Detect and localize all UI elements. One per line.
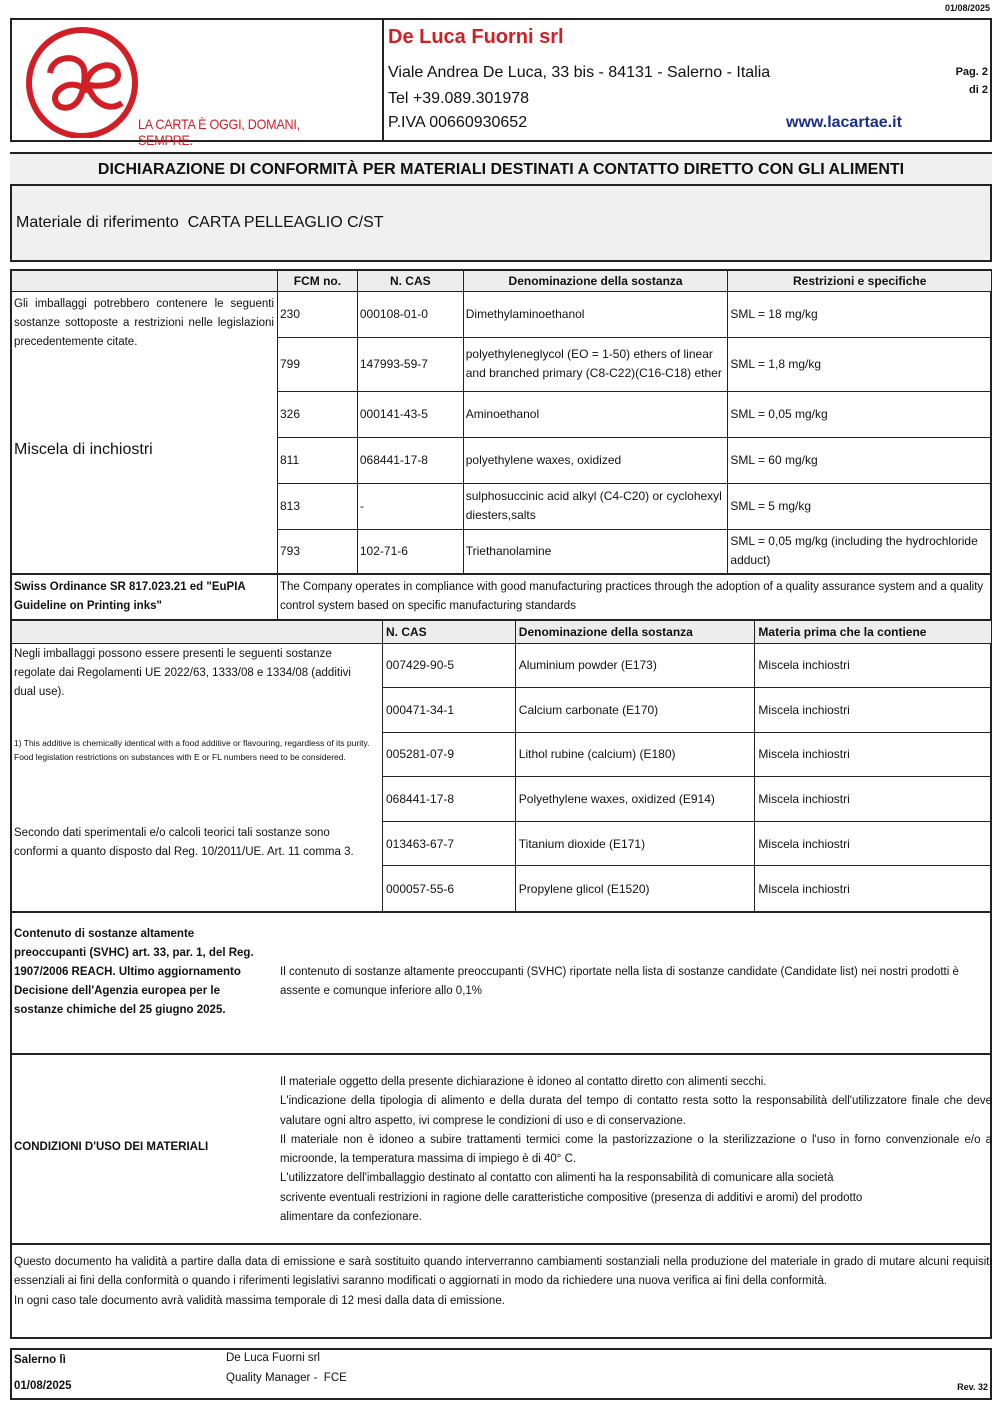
table-row [383, 643, 992, 688]
cell-cas: 000057-55-6 [383, 866, 516, 911]
cell-substance: Polyethylene waxes, oxidized (E914) [515, 777, 755, 822]
cell-raw-material: Miscela inchiostri [755, 732, 992, 777]
signature-company: De Luca Fuorni srl [226, 1352, 320, 1364]
col-fcm: FCM no. [278, 271, 358, 291]
material-reference [10, 186, 992, 262]
table-header [383, 621, 992, 643]
section1-intro: Gli imballaggi potrebbero contenere le seguenti sostanze sottoposte a restrizioni nelle legislazioni precedentemente citate. [14, 298, 274, 348]
cell-cas: - [357, 483, 463, 529]
col-cas: N. CAS [357, 271, 463, 291]
cell-restriction: SML = 0,05 mg/kg [728, 391, 992, 437]
cell-substance: Calcium carbonate (E170) [515, 688, 755, 733]
cell-substance: Dimethylaminoethanol [463, 291, 728, 337]
signature-role: Quality Manager - FCE [226, 1372, 347, 1384]
document-header [10, 3, 992, 148]
cell-raw-material: Miscela inchiostri [755, 821, 992, 866]
validity-section [10, 1245, 992, 1339]
table-row [278, 483, 992, 529]
conditions-text [280, 1073, 992, 1227]
logo-cell [12, 20, 384, 148]
conditions-label: CONDIZIONI D'USO DEI MATERIALI [14, 1141, 209, 1153]
table-row [383, 688, 992, 733]
cell-substance: Aminoethanol [463, 391, 728, 437]
cell-cas: 102-71-6 [357, 529, 463, 573]
cell-fcm: 811 [278, 437, 358, 483]
restricted-substances-section [10, 269, 992, 575]
logo-tagline: LA CARTA È OGGI, DOMANI, SEMPRE. [138, 116, 300, 148]
table-row [278, 337, 992, 391]
table-row [383, 866, 992, 911]
validity-text [14, 1253, 992, 1311]
revision: Rev. 32 [957, 1382, 988, 1392]
col-cas: N. CAS [383, 621, 516, 643]
company-vat: P.IVA 00660930652 [388, 114, 528, 131]
cell-cas: 068441-17-8 [357, 437, 463, 483]
table-row [278, 391, 992, 437]
col-substance: Denominazione della sostanza [463, 271, 728, 291]
validity-p2: In ogni caso tale documento avrà validità massima temporale di 12 mesi dalla data di emissione. [14, 1294, 505, 1307]
swiss-label: Swiss Ordinance SR 817.023.21 ed "EuPIA Guideline on Printing inks" [14, 581, 246, 612]
conditions-p4: L'utilizzatore dell'imballaggio destinato al contatto con alimenti ha la responsabilità di comunicare alla società scrivente eventuali restrizioni in ragione delle caratteristiche compositive (presenza di additivi e aromi) del prodotto alimentare da confezionare. [280, 1172, 863, 1224]
cell-fcm: 799 [278, 337, 358, 391]
company-info [386, 3, 992, 140]
table-row [383, 777, 992, 822]
col-raw-material: Materia prima che la contiene [755, 621, 992, 643]
cell-raw-material: Miscela inchiostri [755, 866, 992, 911]
table-row [278, 291, 992, 337]
section1-left [12, 271, 277, 573]
swiss-ordinance-row [10, 575, 992, 621]
table-row [278, 437, 992, 483]
conditions-p3: Il materiale non è idoneo a subire trattamenti termici come la pastorizzazione o la sterilizzazione o l'uso in forno convenzionale e/o a microonde, la temperatura massima di impiego è di 40° C. [280, 1133, 992, 1166]
dual-use-additives-section [10, 621, 992, 913]
cell-cas: 147993-59-7 [357, 337, 463, 391]
cell-cas: 000108-01-0 [357, 291, 463, 337]
cell-cas: 000141-43-5 [357, 391, 463, 437]
cell-cas: 068441-17-8 [383, 777, 516, 822]
signature-date: 01/08/2025 [14, 1380, 72, 1392]
cell-cas: 000471-34-1 [383, 688, 516, 733]
section2-intro: Negli imballaggi possono essere presenti le seguenti sostanze regolate dai Regolamenti UE 2022/63, 1333/08 e 1334/08 (additivi dual use). [14, 648, 351, 698]
cell-restriction: SML = 1,8 mg/kg [728, 337, 992, 391]
document-title: DICHIARAZIONE DI CONFORMITÀ PER MATERIALI DESTINATI A CONTATTO DIRETTO CON GLI ALIMENTI [10, 152, 992, 186]
conditions-p1: Il materiale oggetto della presente dichiarazione è idoneo al contatto diretto con alimenti secchi. [280, 1076, 767, 1088]
col-restrictions: Restrizioni e specifiche [728, 271, 992, 291]
table-row [278, 529, 992, 573]
validity-p1: Questo documento ha validità a partire dalla data di emissione e sarà sostituito quando interverranno cambiamenti sostanziali nella produzione del materiale in grado di mutare alcuni requisiti essenziali ai fini della conformità o quando i riferimenti legislativi saranno modificati o aggiornati in modo da richiedere una nuova verifica ai fini della conformità. [14, 1256, 992, 1288]
dual-use-additives-table [382, 621, 992, 911]
cell-substance: polyethyleneglycol (EO = 1-50) ethers of linear and branched primary (C8-C22)(C16-C18) ether [463, 337, 728, 391]
svhc-section [10, 913, 992, 1055]
company-name: De Luca Fuorni srl [388, 26, 564, 48]
page-number: Pag. 2 [955, 66, 988, 78]
cell-substance: Triethanolamine [463, 529, 728, 573]
cell-substance: Titanium dioxide (E171) [515, 821, 755, 866]
cell-substance: Aluminium powder (E173) [515, 643, 755, 688]
cell-cas: 005281-07-9 [383, 732, 516, 777]
website-link[interactable]: www.lacartae.it [786, 114, 902, 131]
cell-raw-material: Miscela inchiostri [755, 643, 992, 688]
conditions-p2: L'indicazione della tipologia di alimento e della durata del tempo di contatto resta sotto la responsabilità dell'utilizzatore finale che deve valutare ogni altro aspetto, ivi comprese le condizioni di uso e di conservazione. [280, 1095, 992, 1127]
cell-restriction: SML = 0,05 mg/kg (including the hydrochloride adduct) [728, 529, 992, 573]
restricted-substances-table [277, 271, 992, 573]
section1-label: Miscela di inchiostri [14, 441, 153, 458]
cell-fcm: 813 [278, 483, 358, 529]
company-tel: Tel +39.089.301978 [388, 90, 530, 107]
header-date: 01/08/2025 [944, 3, 990, 13]
material-reference-text: Materiale di riferimento CARTA PELLEAGLIO C/ST [16, 214, 384, 231]
cell-substance: polyethylene waxes, oxidized [463, 437, 728, 483]
svhc-label: Contenuto di sostanze altamente preoccupanti (SVHC) art. 33, par. 1, del Reg. 1907/2006 REACH. Ultimo aggiornamento Decisione dell'Agenzia europea per le sostanze chimiche del 25 giugno 2025. [14, 928, 254, 1016]
signature-block [10, 1348, 992, 1400]
cell-fcm: 230 [278, 291, 358, 337]
cell-restriction: SML = 5 mg/kg [728, 483, 992, 529]
table-header [278, 271, 992, 291]
cell-raw-material: Miscela inchiostri [755, 688, 992, 733]
cell-substance: Lithol rubine (calcium) (E180) [515, 732, 755, 777]
cell-raw-material: Miscela inchiostri [755, 777, 992, 822]
cell-fcm: 326 [278, 391, 358, 437]
cell-cas: 007429-90-5 [383, 643, 516, 688]
table-row [383, 821, 992, 866]
col-substance: Denominazione della sostanza [515, 621, 755, 643]
cell-restriction: SML = 60 mg/kg [728, 437, 992, 483]
section2-conformity: Secondo dati sperimentali e/o calcoli teorici tali sostanze sono conformi a quanto disposto dal Reg. 10/2011/UE. Art. 11 comma 3. [14, 827, 354, 858]
cell-fcm: 793 [278, 529, 358, 573]
cell-cas: 013463-67-7 [383, 821, 516, 866]
section2-note: 1) This additive is chemically identical with a food additive or flavouring, regardless of its purity. Food legislation restrictions on substances with E or FL numbers need to be considered. [14, 738, 370, 762]
conditions-section [10, 1055, 992, 1245]
swiss-text: The Company operates in compliance with good manufacturing practices through the adoption of a quality assurance system and a quality control system based on specific manufacturing standards [280, 581, 984, 612]
page-total: di 2 [969, 84, 988, 96]
signature-place: Salerno lì [14, 1354, 66, 1366]
svhc-text: Il contenuto di sostanze altamente preoccupanti (SVHC) riportate nella lista di sostanze candidate (Candidate list) nei nostri prodotti è assente e comunque inferiore allo 0,1% [280, 966, 959, 997]
cell-substance: Propylene glicol (E1520) [515, 866, 755, 911]
cell-substance: sulphosuccinic acid alkyl (C4-C20) or cyclohexyl diesters,salts [463, 483, 728, 529]
company-address: Viale Andrea De Luca, 33 bis - 84131 - Salerno - Italia [388, 64, 771, 81]
table-row [383, 732, 992, 777]
cell-restriction: SML = 18 mg/kg [728, 291, 992, 337]
